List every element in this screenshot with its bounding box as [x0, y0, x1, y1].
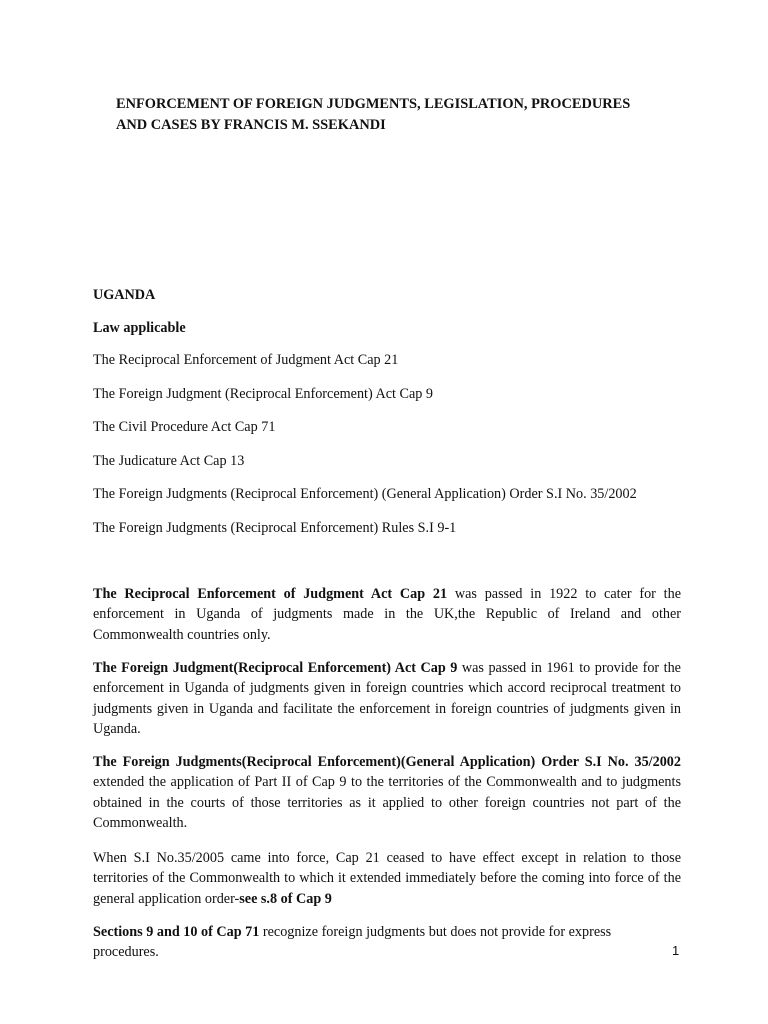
paragraph-text: extended the application of Part II of Cap 9 to the territories of the Commonwealth and to judgments obtained in the courts of those territories as it applied to other foreign countries not part of the Commonwealth. — [93, 774, 681, 832]
paragraph-si-35-2005 — [93, 848, 681, 909]
title-line-2: AND CASES BY FRANCIS M. SSEKANDI — [116, 117, 386, 133]
law-item: The Foreign Judgments (Reciprocal Enforcement) Rules S.I 9-1 — [93, 519, 457, 536]
law-item: The Foreign Judgments (Reciprocal Enforcement) (General Application) Order S.I No. 35/2002 — [93, 486, 637, 502]
paragraph-text: was passed in 1961 to provide for the enforcement in Uganda of judgments given in foreign countries which accord reciprocal treatment to judgments given in Uganda and facilitate the enforcement in foreign countries of judgments given in Uganda. — [93, 660, 681, 738]
paragraph-text: was passed in 1922 to cater for the enforcement in Uganda of judgments made in the UK,the Republic of Ireland and other Commonwealth countries only. — [93, 586, 681, 643]
law-item: The Judicature Act Cap 13 — [93, 452, 245, 469]
law-item: The Reciprocal Enforcement of Judgment Act Cap 21 — [93, 352, 399, 368]
paragraph-text: recognize foreign judgments but does not provide for express procedures. — [93, 924, 612, 961]
law-item: The Civil Procedure Act Cap 71 — [93, 419, 276, 435]
law-applicable-heading: Law applicable — [93, 320, 186, 336]
title-line-1: ENFORCEMENT OF FOREIGN JUDGMENTS, LEGISLATION, PROCEDURES — [116, 96, 631, 112]
page-number: 1 — [672, 943, 680, 958]
paragraph-si-35-2002 — [93, 752, 681, 834]
paragraph-bold-lead: Sections 9 and 10 of Cap 71 — [93, 924, 260, 940]
document-title — [116, 94, 676, 136]
country-heading: UGANDA — [93, 287, 156, 303]
paragraph-cap-21 — [93, 584, 681, 645]
paragraph-bold-tail: see s.8 of Cap 9 — [239, 890, 332, 907]
law-list — [93, 350, 637, 551]
paragraph-bold-lead: The Reciprocal Enforcement of Judgment Act Cap 21 — [93, 586, 448, 602]
paragraph-text: When S.I No.35/2005 came into force, Cap 21 ceased to have effect except in relation to those territories of the Commonwealth to which it extended immediately before the coming into force of the general application order- — [93, 850, 681, 907]
paragraph-cap-71 — [93, 922, 638, 963]
paragraph-cap-9 — [93, 658, 681, 740]
paragraph-bold-lead: The Foreign Judgments(Reciprocal Enforcement)(General Application) Order S.I No. 35/2002 — [93, 754, 681, 770]
paragraph-bold-lead: The Foreign Judgment(Reciprocal Enforcement) Act Cap 9 — [93, 660, 458, 676]
law-item: The Foreign Judgment (Reciprocal Enforcement) Act Cap 9 — [93, 385, 434, 402]
